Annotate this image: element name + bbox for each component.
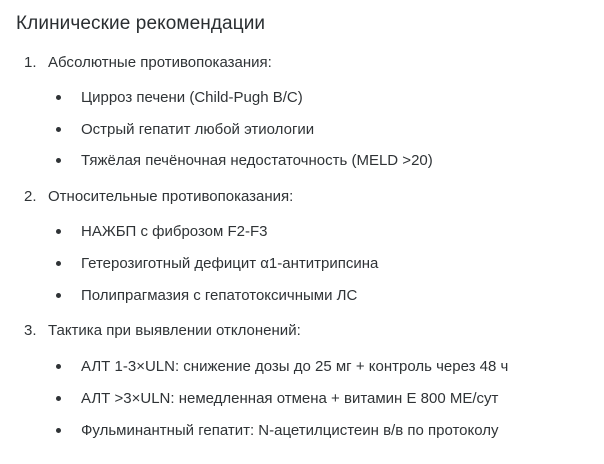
bullet-icon xyxy=(56,261,61,266)
list-item xyxy=(0,357,604,379)
list-item-text: АЛТ 1-3×ULN: снижение дозы до 25 мг + контроль через 48 ч xyxy=(81,358,509,375)
list-item xyxy=(0,88,604,110)
list-item-text: Фульминантный гепатит: N-ацетилцистеин в/в по протоколу xyxy=(81,422,499,439)
bullet-icon xyxy=(56,364,61,369)
list-item xyxy=(0,254,604,276)
item-number: 3. xyxy=(24,322,37,339)
bullet-icon xyxy=(56,293,61,298)
list-item-text: Гетерозиготный дефицит α1-антитрипсина xyxy=(81,255,379,272)
list-item-text: Острый гепатит любой этиологии xyxy=(81,121,315,138)
bullet-icon xyxy=(56,396,61,401)
list-item xyxy=(0,421,604,443)
item-label: Тактика при выявлении отклонений: xyxy=(48,322,301,339)
item-label: Относительные противопоказания: xyxy=(48,188,294,205)
numbered-item-2 xyxy=(0,187,604,211)
list-item-text: АЛТ >3×ULN: немедленная отмена + витамин E 800 МЕ/сут xyxy=(81,390,499,407)
list-item-text: Полипрагмазия с гепатотоксичными ЛС xyxy=(81,287,358,304)
list-item xyxy=(0,120,604,142)
numbered-item-1 xyxy=(0,53,604,77)
numbered-item-3 xyxy=(0,321,604,345)
bullet-icon xyxy=(56,158,61,163)
page-title: Клинические рекомендации xyxy=(16,13,266,34)
list-item xyxy=(0,151,604,173)
bullet-icon xyxy=(56,127,61,132)
list-item xyxy=(0,286,604,308)
bullet-icon xyxy=(56,95,61,100)
bullet-icon xyxy=(56,229,61,234)
item-label: Абсолютные противопоказания: xyxy=(48,54,272,71)
list-item-text: Цирроз печени (Child-Pugh B/C) xyxy=(81,89,303,106)
item-number: 2. xyxy=(24,188,37,205)
bullet-icon xyxy=(56,428,61,433)
item-number: 1. xyxy=(24,54,37,71)
list-item-text: Тяжёлая печёночная недостаточность (MELD >20) xyxy=(81,152,433,169)
list-item-text: НАЖБП с фиброзом F2-F3 xyxy=(81,223,268,240)
list-item xyxy=(0,222,604,244)
list-item xyxy=(0,389,604,411)
